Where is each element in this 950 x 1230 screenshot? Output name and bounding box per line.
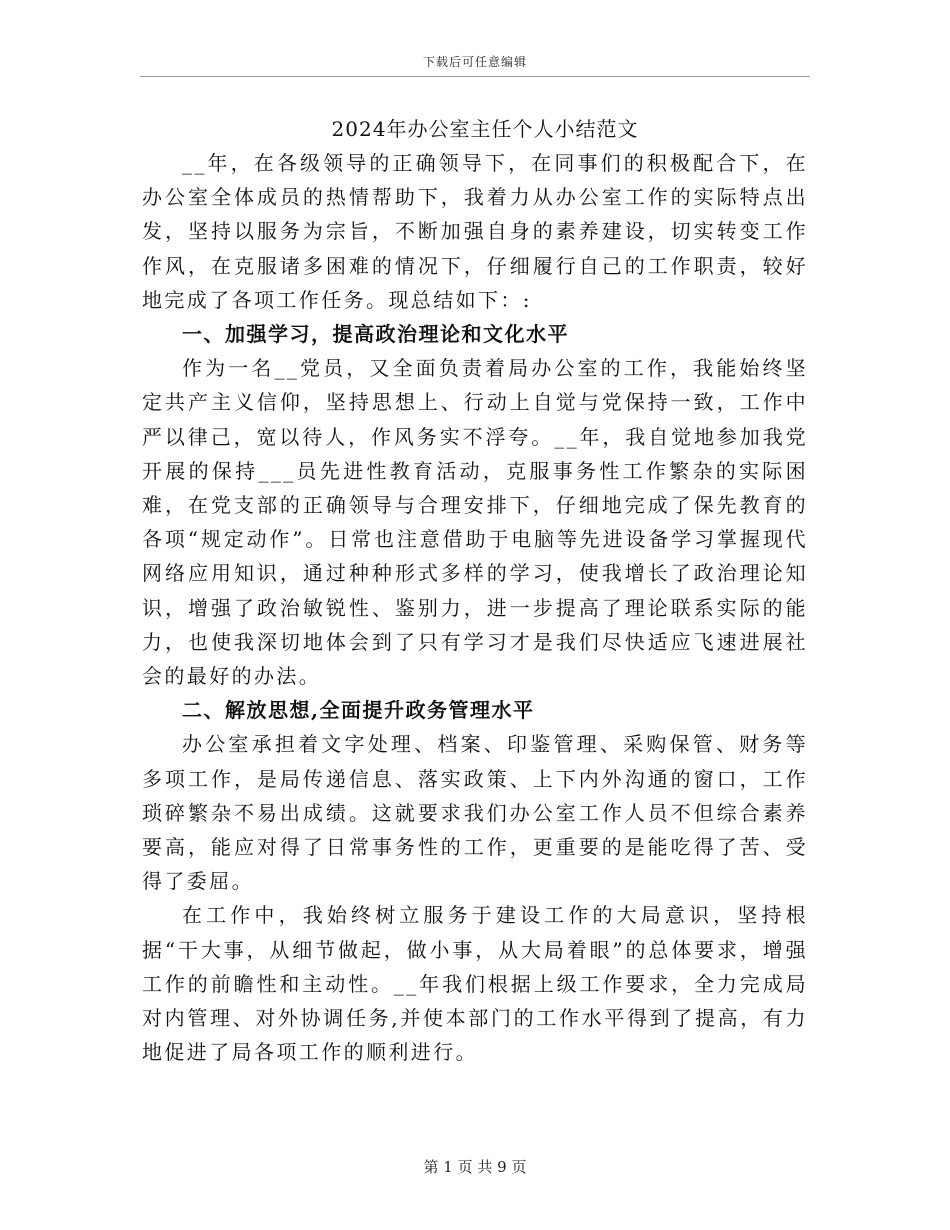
section-1-heading: 一、加强学习，提高政治理论和文化水平: [182, 322, 569, 347]
document-title: 2024年办公室主任个人小结范文: [331, 117, 639, 141]
section-2-paragraph-2: 在工作中，我始终树立服务于建设工作的大局意识，坚持根据“干大事，从细节做起，做小事，从大局着眼”的总体要求，增强工作的前瞻性和主动性。__年我们根据上级工作要求，全力完成局对内管理、对外协调任务,并使本部门的工作水平得到了提高，有力地促进了局各项工作的顺利进行。: [142, 903, 808, 1065]
section-2-heading: 二、解放思想,全面提升政务管理水平: [182, 698, 535, 723]
document-body: [142, 112, 808, 1069]
section-2-paragraph-1: 办公室承担着文字处理、档案、印鉴管理、采购保管、财务等多项工作，是局传递信息、落实政策、上下内外沟通的窗口，工作琐碎繁杂不易出成绩。这就要求我们办公室工作人员不但综合素养要高，能应对得了日常事务性的工作，更重要的是能吃得了苦、受得了委屈。: [142, 732, 808, 894]
header-note: 下载后可任意编辑: [422, 55, 527, 69]
header-divider: [140, 76, 810, 77]
page-number: 第 1 页 共 9 页: [423, 1158, 527, 1176]
intro-paragraph: __年，在各级领导的正确领导下，在同事们的积极配合下，在办公室全体成员的热情帮助下，我着力从办公室工作的实际特点出发，坚持以服务为宗旨，不断加强自身的素养建设，切实转变工作作风，在克服诸多困难的情况下，仔细履行自己的工作职责，较好地完成了各项工作任务。现总结如下：:: [142, 151, 808, 312]
section-1-paragraph-1: 作为一名__党员，又全面负责着局办公室的工作，我能始终坚定共产主义信仰，坚持思想上、行动上自觉与党保持一致，工作中严以律己，宽以待人，作风务实不浮夸。__年，我自觉地参加我党开展的保持___员先进性教育活动，克服事务性工作繁杂的实际困难，在党支部的正确领导与合理安排下，仔细地完成了保先教育的各项“规定动作”。日常也注意借助于电脑等先进设备学习掌握现代网络应用知识，通过种种形式多样的学习，使我增长了政治理论知识，增强了政治敏锐性、鉴别力，进一步提高了理论联系实际的能力，也使我深切地体会到了只有学习才是我们尽快适应飞速进展社会的最好的办法。: [142, 356, 808, 689]
